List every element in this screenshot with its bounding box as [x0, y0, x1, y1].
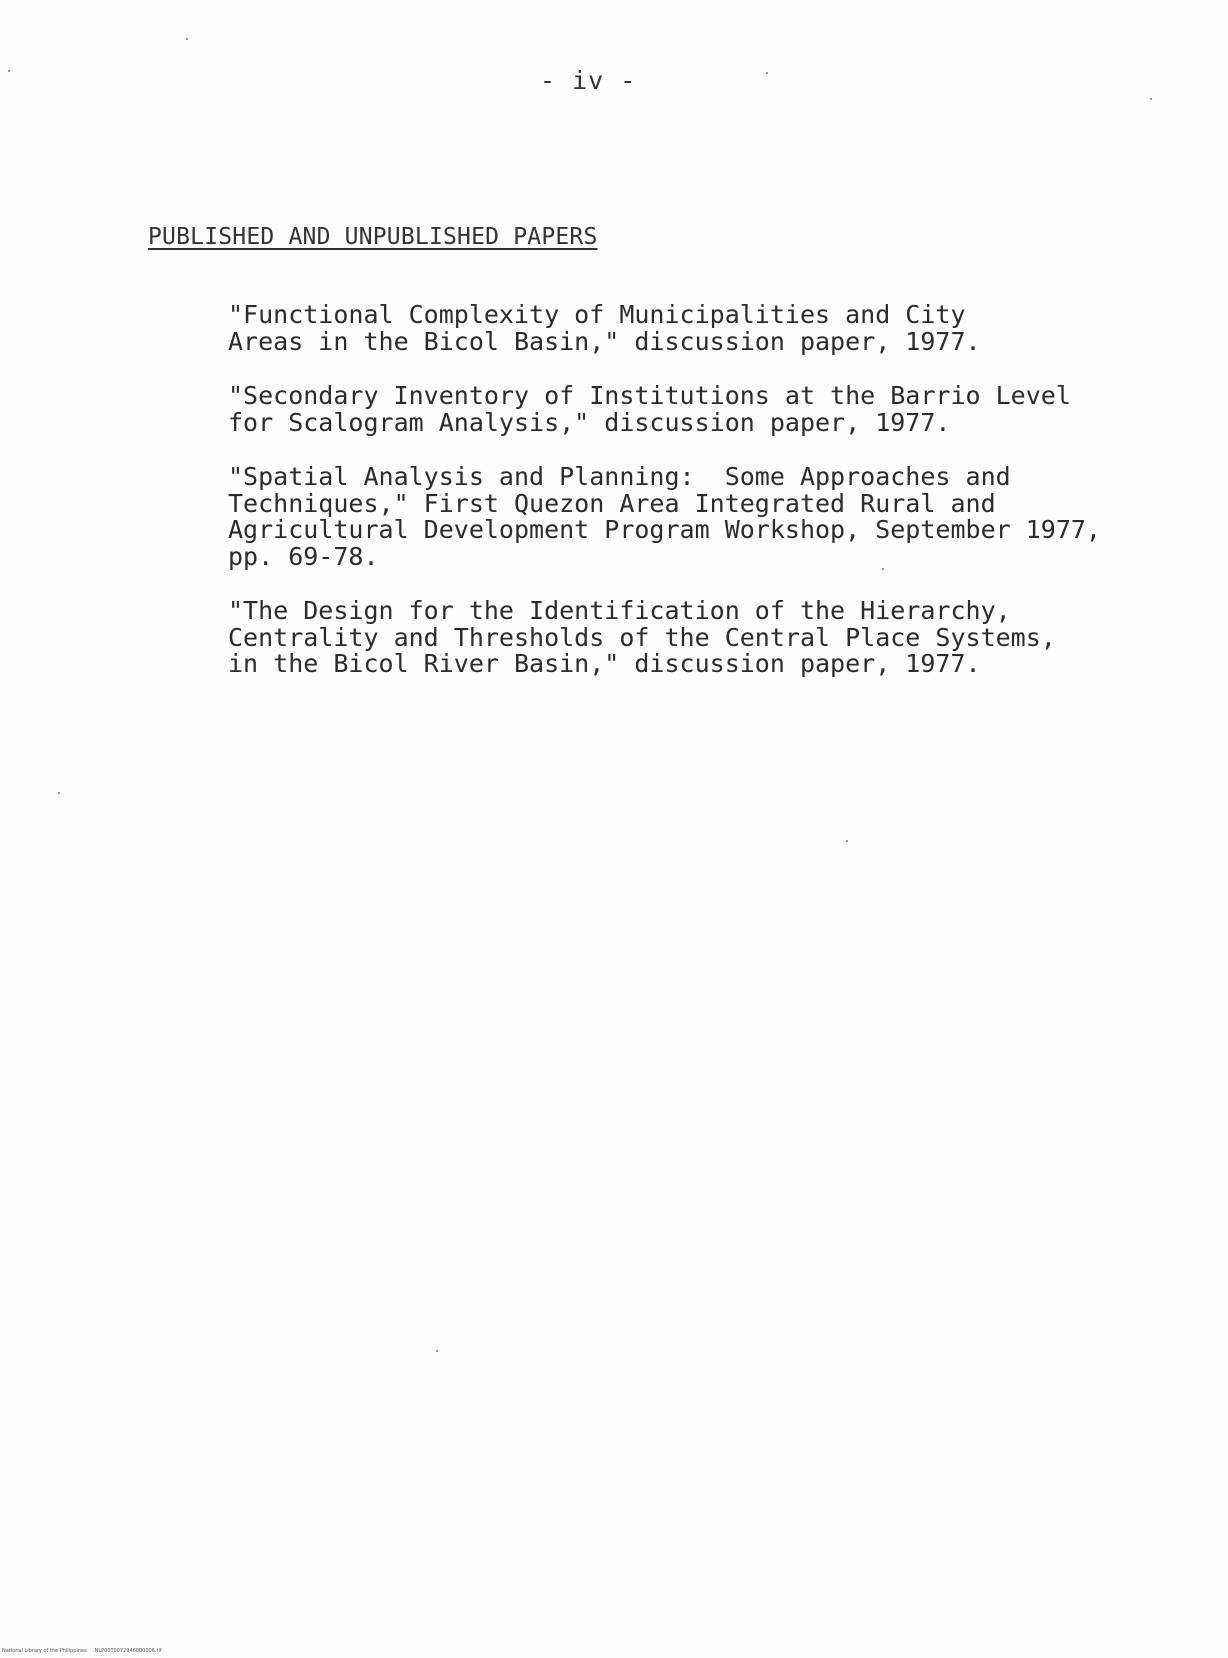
paper-line: Areas in the Bicol Basin," discussion paper, 1977.	[228, 326, 981, 356]
paper-line: for Scalogram Analysis," discussion paper, 1977.	[228, 407, 951, 437]
paper-entry	[228, 598, 1188, 678]
scan-speck	[882, 568, 884, 570]
section-heading: PUBLISHED AND UNPUBLISHED PAPERS	[148, 224, 598, 250]
paper-line: "The Design for the Identification of the Hierarchy,	[228, 596, 1011, 625]
papers-list	[228, 302, 1188, 706]
scan-speck	[1150, 98, 1152, 100]
paper-line: in the Bicol River Basin," discussion paper, 1977.	[228, 649, 981, 678]
scan-speck	[766, 72, 768, 74]
scan-speck	[186, 38, 188, 40]
paper-line: "Spatial Analysis and Planning: Some Approaches and	[228, 462, 1011, 491]
scan-speck	[8, 70, 10, 72]
paper-line: Centrality and Thresholds of the Central Place Systems,	[228, 622, 1056, 652]
paper-entry	[228, 383, 1188, 436]
paper-line: Agricultural Development Program Workshop, September 1977,	[228, 515, 1101, 544]
page-number: - iv -	[540, 66, 637, 95]
footer-caption	[2, 1648, 162, 1654]
paper-line: "Secondary Inventory of Institutions at the Barrio Level	[228, 381, 1071, 410]
footer-library: National Library of the Philippines	[2, 1648, 87, 1654]
footer-file-id: NLP00T0072946800006.tif	[94, 1648, 162, 1654]
paper-line: "Functional Complexity of Municipalities and City	[228, 300, 966, 329]
paper-entry	[228, 464, 1188, 570]
scan-speck	[58, 792, 60, 794]
paper-entry	[228, 302, 1188, 355]
paper-line: Techniques," First Quezon Area Integrated Rural and	[228, 488, 996, 518]
scan-speck	[436, 1350, 438, 1352]
scan-speck	[846, 840, 848, 842]
paper-line: pp. 69-78.	[228, 541, 379, 571]
